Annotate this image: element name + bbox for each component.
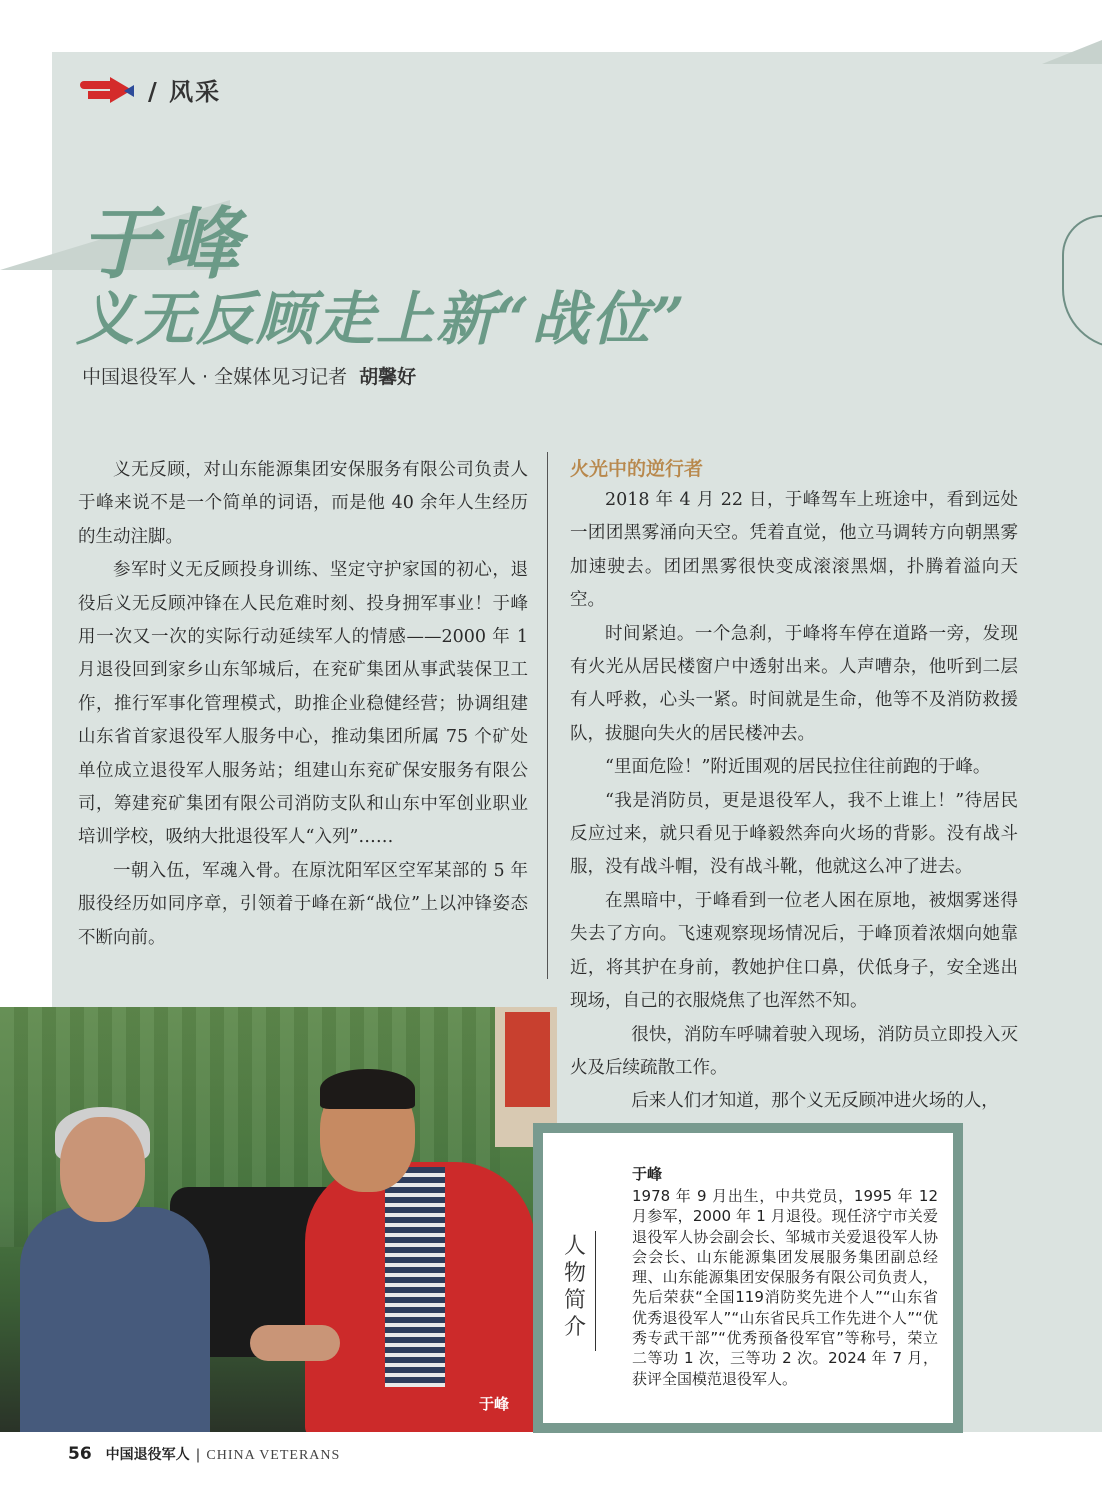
article-column-left (78, 454, 528, 955)
photo-woman-face (60, 1117, 145, 1222)
page-number: 56 (68, 1444, 92, 1464)
section-label: / 风采 (148, 77, 222, 106)
magazine-logo-icon (80, 75, 138, 105)
page-footer (68, 1444, 340, 1464)
article-title-subtitle: 义无反顾走上新“战位” (76, 285, 687, 353)
article-photo (0, 1007, 557, 1432)
paragraph: 在黑暗中，于峰看到一位老人困在原地，被烟雾迷得失去了方向。飞速观察现场情况后，于峰顶着浓烟向她靠近，将其护在身前，教她护住口鼻，伏低身子，安全逃出现场，自己的衣服烧焦了也浑然不知。 (570, 890, 1018, 1012)
byline (82, 362, 416, 389)
paragraph: 义无反顾，对山东能源集团安保服务有限公司负责人于峰来说不是一个简单的词语，而是他 40 余年人生经历的生动注脚。 (78, 460, 528, 547)
byline-prefix: 中国退役军人 · 全媒体见习记者 (82, 366, 348, 388)
byline-author: 胡馨好 (359, 366, 417, 388)
photo-caption: 于峰 (478, 1395, 509, 1413)
profile-text: 1978 年 9 月出生，中共党员，1995 年 12 月参军，2000 年 1 月退役。现任济宁市关爱退役军人协会副会长、邹城市关爱退役军人协会会长、山东能源集团发展服务集团副总经理、山东能源集团安保服务有限公司负责人，先后荣获“全国119消防奖先进个人”“山东省优秀退役军人”“山东省民兵工作先进个人”“优秀专武干部”“优秀预备役军官”等称号，荣立二等功 1 次，三等功 2 次。2024 年 7 月，获评全国模范退役军人。 (632, 1187, 938, 1388)
paragraph: 一朝入伍，军魂入骨。在原沈阳军区空军某部的 5 年服役经历如同序章，引领着于峰在新“战位”上以冲锋姿态不断向前。 (78, 860, 528, 948)
magazine-name-en: CHINA VETERANS (206, 1448, 341, 1463)
paragraph: 后来人们才知道，那个义无反顾冲进火场的人， (631, 1091, 999, 1112)
paragraph: “我是消防员，更是退役军人，我不上谁上！”待居民反应过来，就只看见于峰毅然奔向火场的背影。没有战斗服，没有战斗帽，没有战斗靴，他就这么冲了进去。 (570, 790, 1018, 878)
photo-man-hair (320, 1069, 415, 1109)
profile-box (533, 1123, 963, 1433)
paragraph: 很快，消防车呼啸着驶入现场，消防员立即投入灭火及后续疏散工作。 (570, 1024, 1018, 1078)
photo-holding-hands (250, 1325, 340, 1361)
paragraph: 时间紧迫。一个急刹，于峰将车停在道路一旁，发现有火光从居民楼窗户中透射出来。人声嘈杂，他听到二层有人呼救，心头一紧。时间就是生命，他等不及消防救援队，拔腿向失火的居民楼冲去。 (570, 623, 1018, 744)
column-divider (547, 452, 548, 979)
magazine-name-cn: 中国退役军人 (105, 1447, 190, 1463)
paragraph: 2018 年 4 月 22 日，于峰驾车上班途中，看到远处一团团黑雾涌向天空。凭着直觉，他立马调转方向朝黑雾加速驶去。团团黑雾很快变成滚滚黑烟，扑腾着溢向天空。 (570, 490, 1018, 611)
footer-separator: | (195, 1447, 201, 1463)
magazine-logo (80, 72, 221, 107)
photo-poster (505, 1012, 550, 1107)
profile-label: 人物简介 (563, 1234, 586, 1340)
profile-name: 于峰 (632, 1165, 663, 1183)
article-column-right (570, 454, 1018, 1119)
photo-elderly-woman (20, 1207, 210, 1432)
profile-divider (595, 1231, 596, 1351)
photo-man-shirt (385, 1167, 445, 1387)
decorative-swoosh-top (1042, 40, 1102, 64)
paragraph: “里面危险！”附近围观的居民拉住往前跑的于峰。 (605, 757, 991, 778)
profile-box-inner (543, 1133, 953, 1423)
section-subheading: 火光中的逆行者 (570, 458, 704, 480)
article-title-name: 于峰 (80, 199, 245, 290)
paragraph: 参军时义无反顾投身训练、坚定守护家国的初心，退役后义无反顾冲锋在人民危难时刻、投身拥军事业！于峰用一次又一次的实际行动延续军人的情感——2000 年 1 月退役回到家乡山东邹城后，在兖矿集团从事武装保卫工作，推行军事化管理模式，助推企业稳健经营；协调组建山东省首家退役军人服务中心，推动集团所属 75 个矿处单位成立退役军人服务站；组建山东兖矿保安服务有限公司，筹建兖矿集团有限公司消防支队和山东中军创业职业培训学校，吸纳大批退役军人“入列”…… (78, 560, 528, 848)
